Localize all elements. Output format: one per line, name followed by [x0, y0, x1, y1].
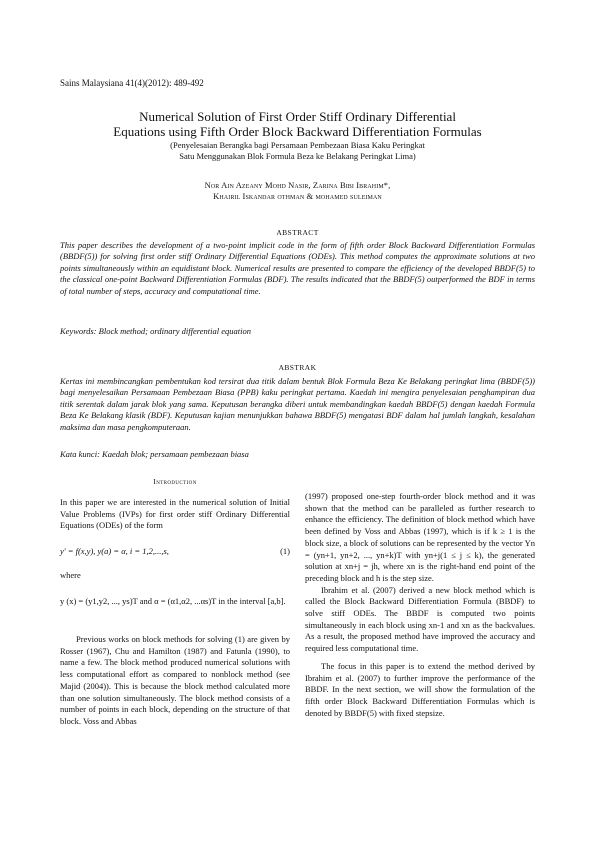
intro-p2-text: Previous works on block methods for solving (1) are given by Rosser (1967), Chu and Hamilton (1987) and Fatunla (1990), to name a few. The block method produced numerical solutions with less computational effort as compared to nonblock method (see Majid (2004)). This is because the block method calculated more than one solution simultaneously. The block method consists of a number of points in each block, depending on the structure of that block. Voss and Abbas [60, 634, 290, 726]
right-p2-text: Ibrahim et al. (2007) derived a new block method which is called the Block Backward Differentiation Formula (BBDF) to solve stiff ODEs. The BBDF is computed two points simultaneously in each block using xn-1 and xn as the backvalues. As a result, the proposed method have improved the accuracy and required less computational time. [305, 584, 535, 654]
where-text: where [60, 570, 81, 580]
abstract-heading: ABSTRACT [276, 228, 319, 237]
equation-1 [60, 546, 290, 556]
intro-paragraph-2 [60, 634, 290, 728]
keywords: Keywords: Block method; ordinary differential equation [60, 326, 251, 336]
intro-p1-text: In this paper we are interested in the numerical solution of Initial Value Problems (IVPs) for first order stiff Ordinary Differential Equations (ODEs) of the form [60, 497, 290, 531]
equation-2: y (x) = (y1,y2, ..., ys)T and α = (α1,α2, ...αs)T in the interval [a,b]. [60, 596, 286, 606]
subtitle-line-2: Satu Menggunakan Blok Formula Beza ke Belakang Peringkat Lima) [179, 151, 416, 161]
journal-citation: Sains Malaysiana 41(4)(2012): 489-492 [60, 78, 204, 88]
title-line-1: Numerical Solution of First Order Stiff Ordinary Differential [139, 109, 456, 124]
equation-1-number: (1) [280, 546, 290, 556]
paper-subtitle [60, 140, 535, 162]
introduction-heading: Introduction [153, 477, 197, 486]
right-column [305, 491, 535, 719]
right-p1-text: (1997) proposed one-step fourth-order block method and it was shown that the method can be paralleled as further research to enhance the efficiency. The definition of block method which have been defined by Voss and Abbas (1997), which is if k ≥ 1 is the block size, a block of solutions can be represented by the vector Yn = (yn+1, yn+2, ..., yn+k)T with yn+j(1 ≤ j ≤ k), the generated solution at xn+j = jh, where xn is the right-hand end point of the preceding block and h is the step size. [305, 491, 535, 583]
title-line-2: Equations using Fifth Order Block Backward Differentiation Formulas [113, 124, 482, 139]
authors-line-1: Nor Ain Azeany Mohd Nasir, Zarina Bibi Ibrahim*, [204, 180, 391, 190]
right-p3-text: The focus in this paper is to extend the method derived by Ibrahim et al. (2007) to further improve the performance of the BBDF. In the next section, we will show the formulation of the fifth order Block Backward Differentiation Formulas which is denoted by BBDF(5) with fixed stepsize. [305, 660, 535, 718]
author-list [60, 180, 535, 202]
intro-paragraph-1 [60, 497, 290, 532]
paper-title [60, 109, 535, 139]
abstrak-text: Kertas ini membincangkan pembentukan kod tersirat dua titik dalam bentuk Blok Formula Beza Ke Belakang peringkat lima (BBDF(5)) bagi menyelesaikan Persamaan Pembezaan Biasa (PPB) kaku peringkat pertama. Kaedah ini mengira penyelesaian penghampiran dua titik serentak dalam jarak blok yang sama. Keputusan berangka diberi untuk membandingkan kaedah BBDF(5) dengan kaedah Formula Beza Ke Belakang klasik (BDF). Keputusan kajian menunjukkan bahawa BBDF(5) mengatasi BDF dalam hal jumlah langkah, kesalahan maksima dan masa pengkomputeraan. [60, 376, 535, 432]
abstrak-heading: ABSTRAK [278, 363, 317, 372]
abstract-text: This paper describes the development of a two-point implicit code in the form of fifth order Block Backward Differentiation Formulas (BBDF(5)) for solving first order stiff Ordinary Differential Equations (ODEs). This method computes the approximate solutions at two points simultaneously within an equidistant block. Numerical results are presented to compare the efficiency of the developed BBDF(5) to the classical one-point Backward Differentiation Formulas (BDF). The results indicated that the BBDF(5) outperformed the BDF in terms of total number of steps, accuracy and computational time. [60, 240, 535, 296]
authors-line-2: Khairil Iskandar othman & mohamed suleiman [213, 191, 382, 201]
equation-1-body: y' = f(x,y), y(a) = α, i = 1,2,...,s, [60, 546, 169, 556]
kata-kunci: Kata kunci: Kaedah blok; persamaan pembezaan biasa [60, 449, 249, 459]
subtitle-line-1: (Penyelesaian Berangka bagi Persamaan Pembezaan Biasa Kaku Peringkat [170, 140, 425, 150]
